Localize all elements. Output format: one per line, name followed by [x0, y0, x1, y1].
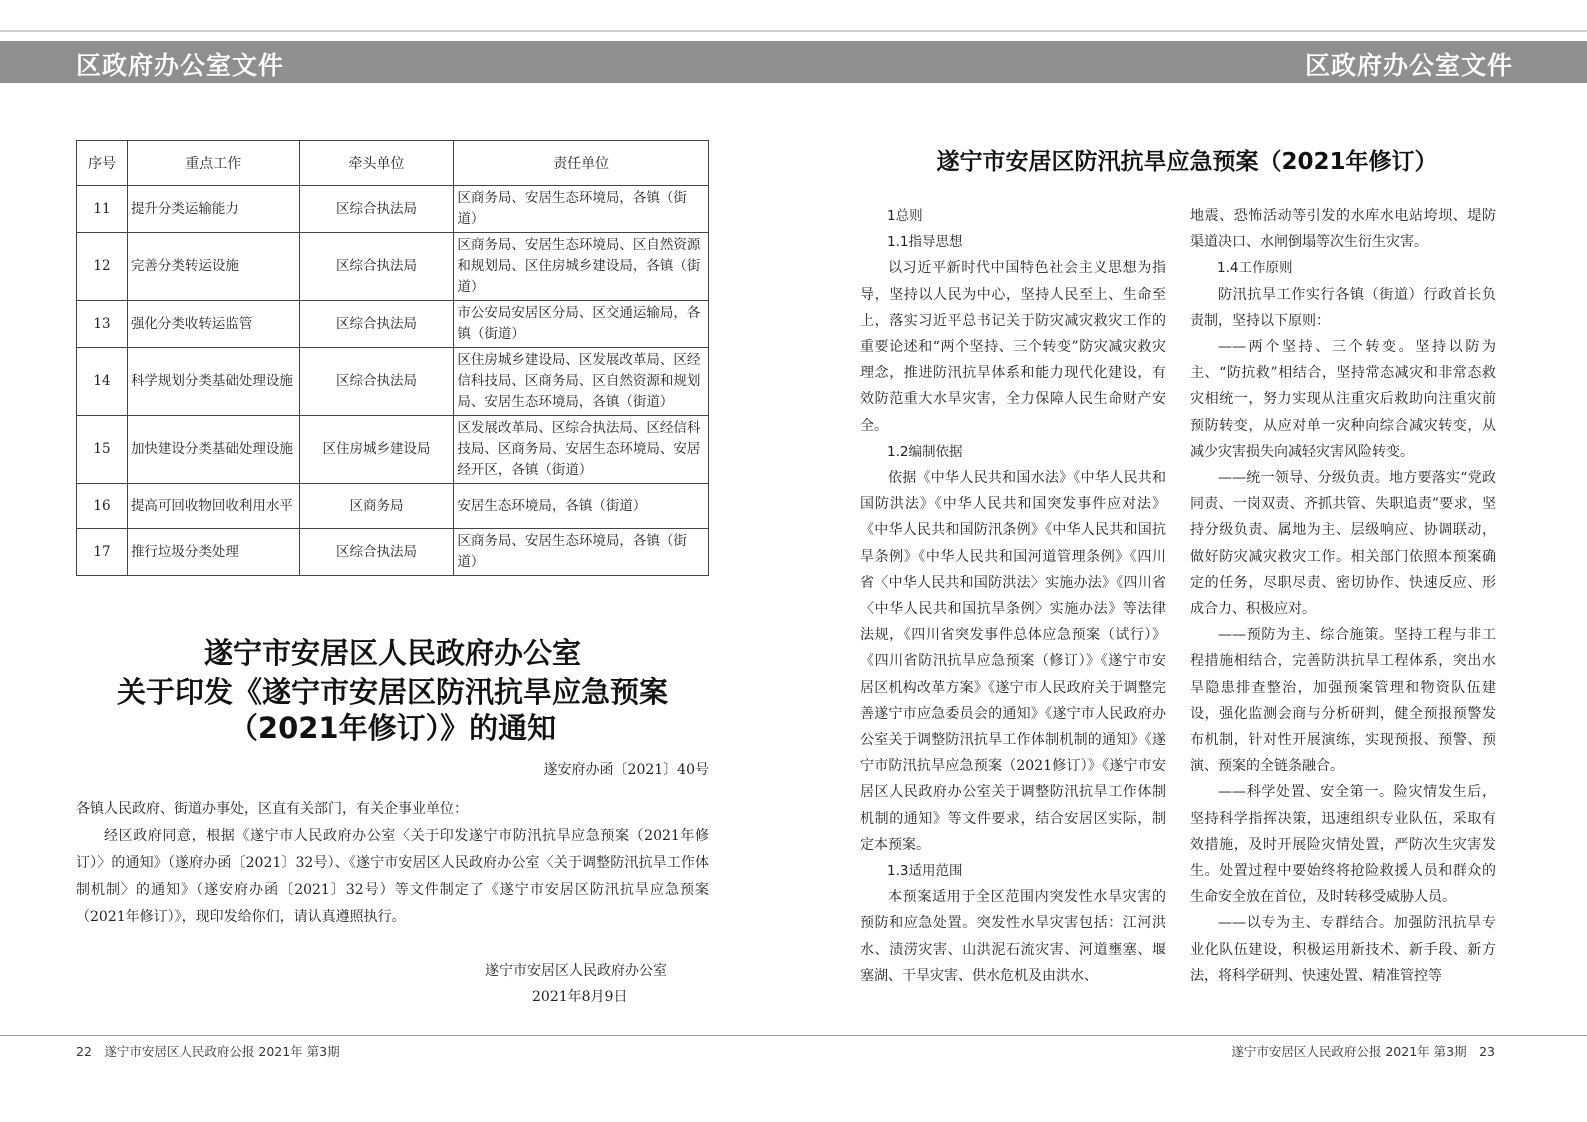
- paragraph: 以习近平新时代中国特色社会主义思想为指导，坚持以人民为中心，坚持人民至上、生命至上，落实习近平总书记关于防灾减灾救灾工作的重要论述和“两个坚持、三个转变”防灾减灾救灾理念，推进防汛抗旱体系和能力现代化建设，有效防范重大水旱灾害，全力保障人民生命财产安全。: [860, 260, 1166, 434]
- header-band: [0, 41, 1587, 83]
- cell-work: 强化分类收转运监管: [127, 301, 299, 348]
- section-heading: 1.1指导思想: [887, 234, 963, 251]
- paragraph: ——以专为主、专群结合。加强防汛抗旱专业化队伍建设，积极运用新技术、新手段、新方法，将科学研判、快速处置、精准管控等: [1190, 915, 1496, 984]
- col-header-no: 序号: [77, 141, 128, 186]
- paragraph: ——两个坚持、三个转变。坚持以防为主、“防抗救”相结合，坚持常态减灾和非常态救灾相统一，努力实现从注重灾后救助向注重灾前预防转变，从应对单一灾种向综合减灾转变，从减少灾害损失向减轻灾害风险转变。: [1190, 339, 1496, 460]
- footer-right: 遂宁市安居区人民政府公报 2021年 第3期 23: [1231, 1044, 1495, 1059]
- plan-column-right: [1190, 203, 1496, 989]
- cell-no: 12: [77, 233, 128, 301]
- cell-no: 13: [77, 301, 128, 348]
- header-right-title: 区政府办公室文件: [1304, 51, 1513, 80]
- notice-title-line1: 遂宁市安居区人民政府办公室: [203, 636, 581, 670]
- notice-salutation: 各镇人民政府、街道办事处，区直有关部门，有关企事业单位：: [76, 801, 468, 817]
- cell-resp: 区商务局、安居生态环境局，各镇（街道）: [454, 186, 709, 233]
- paragraph: ——统一领导、分级负责。地方要落实“党政同责、一岗双责、齐抓共管、失职追责”要求，坚持分级负责、属地为主、层级响应、协调联动，做好防灾减灾救灾工作。相关部门依照本预案确定的任务，尽职尽责、密切协作、快速反应、形成合力、积极应对。: [1190, 470, 1496, 618]
- section-heading: 1总则: [887, 208, 923, 224]
- cell-lead: 区综合执法局: [299, 233, 454, 301]
- cell-lead: 区综合执法局: [299, 301, 454, 348]
- cell-work: 提升分类运输能力: [127, 186, 299, 233]
- cell-lead: 区商务局: [299, 484, 454, 529]
- table-row: [77, 301, 709, 348]
- footer-left: 22 遂宁市安居区人民政府公报 2021年 第3期: [76, 1044, 340, 1059]
- table-row: [77, 186, 709, 233]
- cell-lead: 区住房城乡建设局: [299, 416, 454, 484]
- table-row: [77, 348, 709, 416]
- table-row: [77, 233, 709, 301]
- cell-lead: 区综合执法局: [299, 348, 454, 416]
- cell-lead: 区综合执法局: [299, 529, 454, 576]
- table-header-row: [77, 141, 709, 186]
- cell-resp: 区商务局、安居生态环境局，各镇（街道）: [454, 529, 709, 576]
- cell-work: 科学规划分类基础处理设施: [127, 348, 299, 416]
- cell-no: 11: [77, 186, 128, 233]
- cell-lead: 区综合执法局: [299, 186, 454, 233]
- cell-work: 完善分类转运设施: [127, 233, 299, 301]
- cell-resp: 市公安局安居区分局、区交通运输局，各镇（街道）: [454, 301, 709, 348]
- paragraph: 依据《中华人民共和国水法》《中华人民共和国防洪法》《中华人民共和国突发事件应对法》《中华人民共和国防汛条例》《中华人民共和国抗旱条例》《中华人民共和国河道管理条例》《四川省〈中华人民共和国防洪法〉实施办法》《四川省〈中华人民共和国抗旱条例〉实施办法》等法律法规，《四川省突发事件总体应急预案（试行）》《四川省防汛抗旱应急预案（修订）》《遂宁市安居区机构改革方案》《遂宁市人民政府关于调整完善遂宁市应急委员会的通知》《遂宁市人民政府办公室关于调整防汛抗旱工作体制机制的通知》《遂宁市防汛抗旱应急预案（2021修订）》《遂宁市安居区人民政府办公室关于调整防汛抗旱工作体制机制的通知》等文件要求，结合安居区实际，制定本预案。: [860, 470, 1166, 853]
- col-header-resp: 责任单位: [454, 141, 709, 186]
- plan-column-left: [860, 203, 1166, 989]
- plan-title: 遂宁市安居区防汛抗旱应急预案（2021年修订）: [936, 149, 1438, 175]
- cell-resp: 区商务局、安居生态环境局、区自然资源和规划局、区住房城乡建设局，各镇（街道）: [454, 233, 709, 301]
- signing-date: 2021年8月9日: [532, 989, 628, 1005]
- section-heading: 1.4工作原则: [1217, 260, 1293, 277]
- table-row: [77, 529, 709, 576]
- document-number: 遂安府办函〔2021〕40号: [543, 762, 709, 778]
- cell-no: 16: [77, 484, 128, 529]
- col-header-work: 重点工作: [127, 141, 299, 186]
- paragraph: 本预案适用于全区范围内突发性水旱灾害的预防和应急处置。突发性水旱灾害包括：江河洪水、渍涝灾害、山洪泥石流灾害、河道壅塞、堰塞湖、干旱灾害、供水危机及由洪水、: [860, 889, 1166, 984]
- paragraph: 防汛抗旱工作实行各镇（街道）行政首长负责制，坚持以下原则：: [1190, 286, 1496, 329]
- header-left-title: 区政府办公室文件: [76, 51, 285, 80]
- signing-organization: 遂宁市安居区人民政府办公室: [485, 963, 667, 979]
- cell-no: 15: [77, 416, 128, 484]
- cell-resp: 安居生态环境局，各镇（街道）: [454, 484, 709, 529]
- footer-rule: [0, 1035, 1587, 1036]
- notice-title-line3: （2021年修订）》的通知: [228, 711, 557, 745]
- section-heading: 1.3适用范围: [887, 863, 963, 880]
- table-row: [77, 484, 709, 529]
- cell-work: 提高可回收物回收利用水平: [127, 484, 299, 529]
- notice-body: 经区政府同意，根据《遂宁市人民政府办公室〈关于印发遂宁市防汛抗旱应急预案（2021年修订）〉的通知》（遂府办函〔2021〕32号）、《遂宁市安居区人民政府办公室〈关于调整防汛抗旱工作体制机制〉的通知》（遂安府办函〔2021〕32号）等文件制定了《遂宁市安居区防汛抗旱应急预案（2021年修订）》，现印发给你们，请认真遵照执行。: [76, 828, 709, 925]
- top-rule: [0, 30, 1587, 32]
- cell-work: 推行垃圾分类处理: [127, 529, 299, 576]
- col-header-lead: 牵头单位: [299, 141, 454, 186]
- paragraph-continued: 地震、恐怖活动等引发的水库水电站垮坝、堤防渠道决口、水闸倒塌等次生衍生灾害。: [1190, 208, 1496, 251]
- paragraph: ——预防为主、综合施策。坚持工程与非工程措施相结合，完善防洪抗旱工程体系，突出水旱隐患排查整治，加强预案管理和物资队伍建设，强化监测会商与分析研判，健全预报预警发布机制，针对性开展演练，实现预报、预警、预演、预案的全链条融合。: [1190, 627, 1496, 775]
- section-heading: 1.2编制依据: [887, 443, 963, 460]
- cell-resp: 区住房城乡建设局、区发展改革局、区经信科技局、区商务局、区自然资源和规划局、安居生态环境局，各镇（街道）: [454, 348, 709, 416]
- cell-work: 加快建设分类基础处理设施: [127, 416, 299, 484]
- cell-resp: 区发展改革局、区综合执法局、区经信科技局、区商务局、安居生态环境局、安居经开区，各镇（街道）: [454, 416, 709, 484]
- notice-title-line2: 关于印发《遂宁市安居区防汛抗旱应急预案: [116, 675, 668, 709]
- work-table: [76, 140, 709, 576]
- table-row: [77, 416, 709, 484]
- paragraph: ——科学处置、安全第一。险灾情发生后，坚持科学指挥决策，迅速组织专业队伍，采取有效措施，及时开展险灾情处置，严防次生灾害发生。处置过程中要始终将抢险救援人员和群众的生命安全放在首位，及时转移受威胁人员。: [1190, 784, 1496, 906]
- cell-no: 14: [77, 348, 128, 416]
- cell-no: 17: [77, 529, 128, 576]
